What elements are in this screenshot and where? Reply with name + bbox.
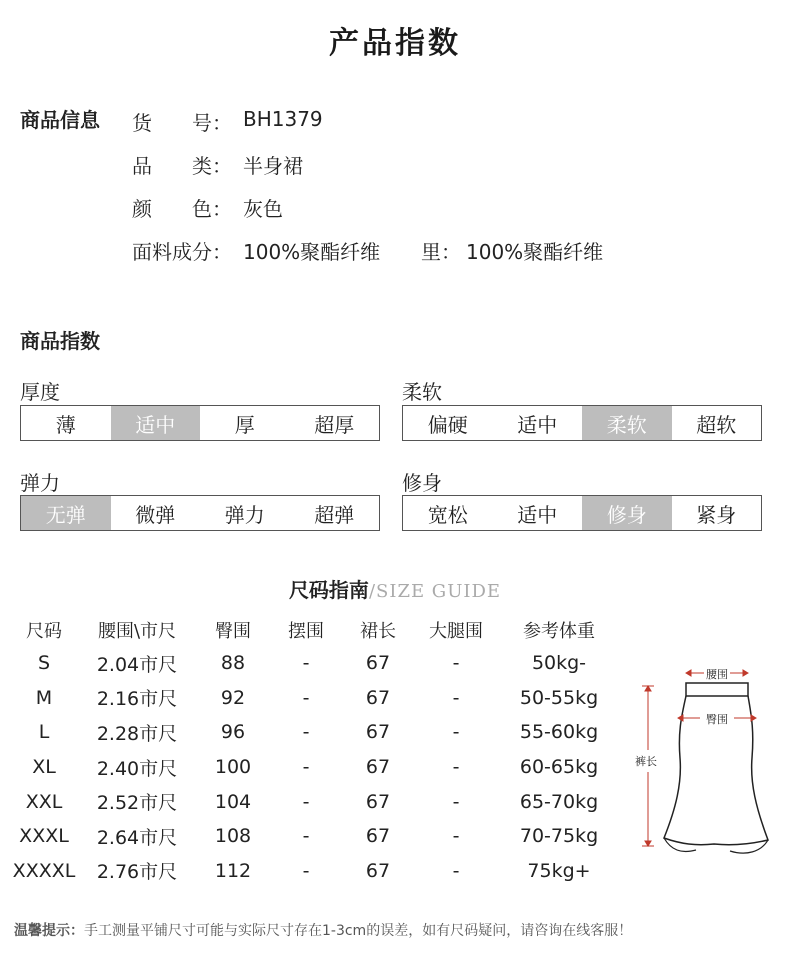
header-skirt-length: 裙长: [360, 621, 396, 642]
header-waist: 腰围\市尺: [97, 621, 177, 642]
size-cell: 2.16市尺: [96, 688, 178, 711]
lining-label: 里：: [421, 240, 461, 264]
thickness-option: 适中: [111, 406, 201, 440]
fabric-label: 面料成分：: [132, 240, 232, 264]
size-row: [6, 681, 624, 716]
size-guide-title-en: /SIZE GUIDE: [368, 581, 502, 602]
size-cell: -: [452, 652, 460, 675]
fit-label: 修身: [402, 471, 442, 495]
softness-label: 柔软: [402, 380, 442, 404]
fit-option: 宽松: [427, 502, 468, 527]
size-cell: 67: [365, 790, 391, 813]
item-number-label: 货 号：: [132, 111, 232, 135]
lining-value: 100%聚酯纤维: [466, 240, 604, 264]
size-guide-title-cn: 尺码指南: [288, 578, 369, 602]
size-cell: 2.28市尺: [96, 722, 178, 745]
size-cell: S: [37, 652, 51, 675]
softness-option: 适中: [517, 412, 558, 437]
thickness-scale: [20, 405, 380, 441]
softness-scale: [402, 405, 762, 441]
softness-option: 超软: [696, 412, 737, 437]
size-cell: 60-65kg: [519, 756, 599, 779]
size-cell: 112: [214, 859, 252, 882]
size-cell: -: [302, 652, 310, 675]
header-weight: 参考体重: [523, 621, 595, 642]
size-cell: 100: [214, 756, 252, 779]
size-cell: -: [302, 756, 310, 779]
skirt-diagram: [626, 658, 776, 858]
size-cell: -: [452, 859, 460, 882]
size-cell: XXXXL: [12, 859, 76, 882]
size-cell: -: [452, 686, 460, 709]
size-row: [6, 750, 624, 785]
size-cell: -: [452, 756, 460, 779]
size-cell: 55-60kg: [519, 721, 599, 744]
page-title: 产品指数: [329, 26, 461, 61]
thickness-label: 厚度: [20, 380, 60, 404]
size-cell: 2.40市尺: [96, 757, 178, 780]
item-number-value: BH1379: [243, 107, 323, 131]
size-cell: -: [302, 825, 310, 848]
fit-option: 紧身: [696, 502, 737, 527]
elasticity-option: 超弹: [314, 502, 355, 527]
color-label: 颜 色：: [132, 197, 232, 221]
size-cell: 104: [214, 790, 252, 813]
size-row: [6, 646, 624, 681]
size-cell: 2.52市尺: [96, 792, 178, 815]
size-guide-title: [0, 574, 790, 603]
product-index-label: 商品指数: [20, 329, 100, 353]
size-cell: -: [452, 825, 460, 848]
size-cell: 67: [365, 756, 391, 779]
softness-option: 柔软: [582, 406, 672, 440]
fit-option: 修身: [582, 496, 672, 530]
fit-option: 适中: [517, 502, 558, 527]
size-cell: 2.04市尺: [96, 653, 178, 676]
size-cell: -: [452, 790, 460, 813]
softness-option: 偏硬: [427, 412, 468, 437]
size-table-body: [6, 646, 624, 888]
product-info-label: 商品信息: [20, 108, 100, 132]
size-cell: 67: [365, 652, 391, 675]
size-cell: -: [302, 790, 310, 813]
size-cell: 67: [365, 686, 391, 709]
size-cell: 92: [220, 686, 246, 709]
header-hip: 臀围: [215, 621, 251, 642]
length-diagram-label: 裤长: [635, 755, 657, 768]
tip-note: [14, 920, 632, 940]
size-cell: 70-75kg: [519, 825, 599, 848]
category-label: 品 类：: [132, 154, 232, 178]
size-cell: XL: [32, 756, 56, 779]
skirt-outline-icon: [664, 683, 768, 853]
size-cell: M: [35, 686, 53, 709]
size-cell: 67: [365, 859, 391, 882]
size-cell: L: [38, 721, 50, 744]
elasticity-label: 弹力: [20, 471, 60, 495]
size-row: [6, 854, 624, 889]
size-cell: -: [452, 721, 460, 744]
size-cell: 2.76市尺: [96, 861, 178, 884]
header-hem: 摆围: [288, 621, 324, 642]
size-row: [6, 715, 624, 750]
size-cell: 96: [220, 721, 246, 744]
size-cell: 108: [214, 825, 252, 848]
header-thigh: 大腿围: [429, 621, 483, 642]
size-cell: -: [302, 859, 310, 882]
thickness-option: 薄: [55, 412, 76, 437]
thickness-option: 超厚: [314, 412, 355, 437]
size-cell: 88: [220, 652, 246, 675]
color-value: 灰色: [243, 197, 283, 221]
elasticity-option: 微弹: [135, 502, 176, 527]
fit-scale: [402, 495, 762, 531]
size-cell: 50kg-: [531, 652, 587, 675]
size-cell: XXXL: [19, 825, 69, 848]
size-row: [6, 819, 624, 854]
elasticity-option: 弹力: [224, 502, 265, 527]
thickness-option: 厚: [234, 412, 255, 437]
size-row: [6, 784, 624, 819]
size-cell: -: [302, 686, 310, 709]
waist-diagram-label: 腰围: [706, 668, 728, 681]
category-value: 半身裙: [243, 154, 303, 178]
elasticity-scale: [20, 495, 380, 531]
tip-label: 温馨提示：: [14, 923, 84, 939]
fabric-value: 100%聚酯纤维: [243, 240, 381, 264]
size-cell: 67: [365, 825, 391, 848]
size-cell: 50-55kg: [519, 686, 599, 709]
size-cell: 67: [365, 721, 391, 744]
size-cell: 65-70kg: [519, 790, 599, 813]
size-table-header: [6, 614, 624, 646]
elasticity-option: 无弹: [21, 496, 111, 530]
hip-diagram-label: 臀围: [706, 713, 728, 726]
size-cell: XXL: [25, 790, 63, 813]
size-cell: 75kg+: [527, 859, 591, 882]
header-size: 尺码: [26, 621, 62, 642]
size-cell: 2.64市尺: [96, 826, 178, 849]
size-table: [6, 614, 624, 888]
tip-text: 手工测量平铺尺寸可能与实际尺寸存在1-3cm的误差，如有尺码疑问，请咨询在线客服！: [84, 923, 633, 939]
size-cell: -: [302, 721, 310, 744]
